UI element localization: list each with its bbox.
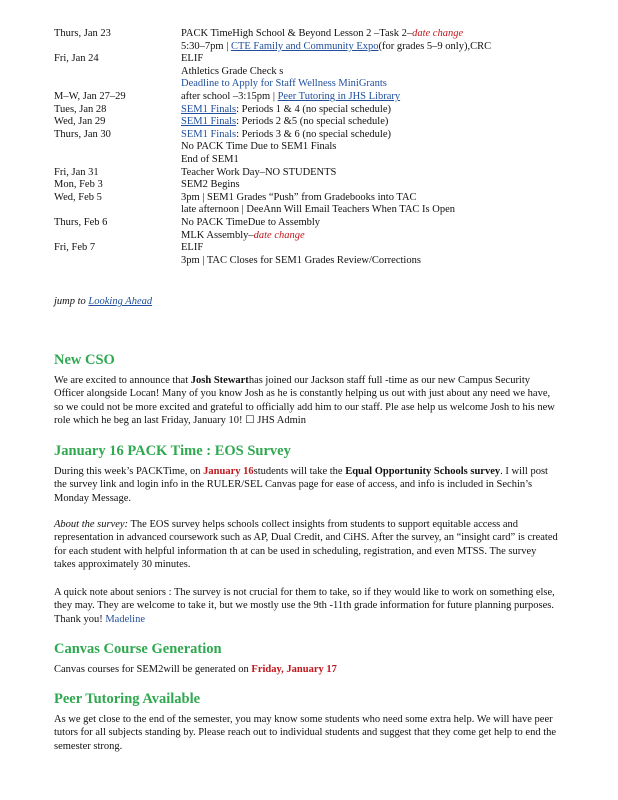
schedule-row bbox=[54, 230, 594, 243]
schedule-row bbox=[54, 78, 594, 91]
schedule-date: Wed, Jan 29 bbox=[54, 116, 106, 128]
schedule-event bbox=[181, 28, 594, 41]
schedule-event bbox=[181, 204, 594, 217]
new-cso-paragraph: We are excited to announce that Josh Stewarthas joined our Jackson staff full -time as our new Campus Security Officer alongside Locan! Many of you know Josh as he is constantly helping us out with just about any need we have, so we could not be more excited and grateful to officially add him to our staff. Ple ase help us welcome Josh to his new role which he beg an last Friday, January 10! ☐ JHS Admin bbox=[54, 375, 555, 427]
schedule-row bbox=[54, 129, 594, 142]
schedule-date bbox=[54, 230, 181, 243]
schedule-date bbox=[54, 141, 181, 154]
schedule-row bbox=[54, 154, 594, 167]
event-text: 5:30–7pm | bbox=[181, 40, 231, 52]
schedule-event bbox=[181, 104, 594, 117]
eos-date: January 16 bbox=[203, 466, 254, 477]
schedule-event bbox=[181, 242, 594, 255]
madeline-signature: Madeline bbox=[105, 613, 145, 625]
schedule-event bbox=[181, 116, 594, 129]
schedule-row bbox=[54, 91, 594, 104]
schedule-date: Wed, Feb 5 bbox=[54, 191, 102, 203]
event-link[interactable]: Peer Tutoring in JHS Library bbox=[277, 90, 401, 102]
eos-paragraph-2: About the survey: The EOS survey helps schools collect insights from students to support equitable access and representation in advanced coursework such as AP, Dual Credit, and CiHS. After the survey, an “insight card” is created for each student with helpful information th at can be used in scheduling, registration, and even MTSS. The survey takes approximately 30 minutes. bbox=[54, 519, 558, 571]
event-text: ELIF bbox=[181, 242, 204, 254]
event-text: (for grades 5–9 only),CRC bbox=[378, 40, 492, 52]
event-link[interactable]: CTE Family and Community Expo bbox=[230, 40, 379, 52]
schedule-event bbox=[181, 53, 594, 66]
schedule-event bbox=[181, 167, 594, 180]
schedule-event bbox=[181, 78, 594, 91]
schedule-date bbox=[54, 66, 181, 79]
event-text: date change bbox=[412, 28, 464, 39]
schedule-date: M–W, Jan 27–29 bbox=[54, 90, 126, 102]
event-text: : Periods 1 & 4 (no special schedule) bbox=[236, 103, 391, 115]
schedule-row bbox=[54, 116, 594, 129]
schedule-date: Thurs, Jan 23 bbox=[54, 28, 111, 39]
schedule-row bbox=[54, 28, 594, 41]
canvas-paragraph: Canvas courses for SEM2will be generated on Friday, January 17 bbox=[54, 664, 337, 675]
josh-stewart-name: Josh Stewart bbox=[190, 375, 249, 386]
jump-line bbox=[54, 296, 152, 307]
schedule-event bbox=[181, 255, 594, 268]
schedule-date: Tues, Jan 28 bbox=[54, 103, 107, 115]
event-text: ELIF bbox=[181, 53, 204, 65]
eos-survey-heading: January 16 PACK Time : EOS Survey bbox=[54, 443, 291, 459]
schedule-event bbox=[181, 154, 594, 167]
schedule-event bbox=[181, 141, 594, 154]
schedule-row bbox=[54, 204, 594, 217]
new-cso-heading: New CSO bbox=[54, 352, 115, 368]
schedule-event bbox=[181, 41, 594, 54]
schedule-date: Fri, Jan 31 bbox=[54, 166, 99, 178]
schedule-row bbox=[54, 141, 594, 154]
event-text: MLK Assembly– bbox=[181, 229, 254, 241]
event-text: Deadline to Apply for Staff Wellness MiniGrants bbox=[181, 78, 387, 90]
event-text: 3pm | TAC Closes for SEM1 Grades Review/Corrections bbox=[181, 254, 421, 266]
event-link[interactable]: SEM1 Finals bbox=[181, 116, 237, 128]
event-text: after school –3:15pm | bbox=[181, 90, 278, 102]
schedule-row bbox=[54, 242, 594, 255]
event-text: End of SEM1 bbox=[181, 153, 239, 165]
schedule-row bbox=[54, 192, 594, 205]
checkbox-icon: ☐ bbox=[245, 415, 255, 427]
event-text: No PACK Time Due to SEM1 Finals bbox=[181, 141, 337, 153]
peer-tutoring-heading: Peer Tutoring Available bbox=[54, 691, 201, 707]
schedule-date: Fri, Feb 7 bbox=[54, 242, 96, 254]
schedule-row bbox=[54, 53, 594, 66]
schedule-row bbox=[54, 41, 594, 54]
schedule-event bbox=[181, 129, 594, 142]
event-text: No PACK TimeDue to Assembly bbox=[181, 216, 321, 228]
schedule-event bbox=[181, 217, 594, 230]
schedule-row bbox=[54, 104, 594, 117]
event-text: : Periods 3 & 6 (no special schedule) bbox=[236, 128, 391, 140]
eos-paragraph-3: A quick note about seniors : The survey is not crucial for them to take, so if they would like to work on something else, they may. They are welcome to take it, but we mostly use the 9th -11th grade information for future planning purposes. Thank you! Madeline bbox=[54, 587, 555, 625]
schedule-date bbox=[54, 204, 181, 217]
schedule-date: Mon, Feb 3 bbox=[54, 179, 103, 191]
event-text: SEM2 Begins bbox=[181, 179, 240, 191]
canvas-heading: Canvas Course Generation bbox=[54, 641, 222, 657]
schedule-event bbox=[181, 192, 594, 205]
event-link[interactable]: SEM1 Finals bbox=[181, 103, 237, 115]
schedule-row bbox=[54, 255, 594, 268]
peer-tutoring-paragraph: As we get close to the end of the semester, you may know some students who need some extra help. We will have peer tutors for all subjects standing by. Please reach out to individual students and suggest that they come get help to end the semester strong. bbox=[54, 714, 557, 752]
schedule-list bbox=[54, 28, 594, 267]
event-text: late afternoon | DeeAnn Will Email Teachers When TAC Is Open bbox=[181, 204, 455, 216]
jump-prefix: jump to bbox=[54, 296, 89, 307]
event-text: Athletics Grade Check s bbox=[181, 65, 284, 77]
schedule-event bbox=[181, 179, 594, 192]
about-survey-label: About the survey: bbox=[54, 519, 129, 530]
event-text: SEM1 Finals bbox=[181, 128, 237, 140]
schedule-event bbox=[181, 66, 594, 79]
schedule-event bbox=[181, 230, 594, 243]
schedule-date bbox=[54, 154, 181, 167]
schedule-row bbox=[54, 217, 594, 230]
event-text: Teacher Work Day–NO STUDENTS bbox=[181, 166, 337, 178]
schedule-date bbox=[54, 78, 181, 91]
schedule-date: Thurs, Jan 30 bbox=[54, 128, 111, 140]
event-text: 3pm | SEM1 Grades “Push” from Gradebooks into TAC bbox=[181, 191, 417, 203]
schedule-row bbox=[54, 66, 594, 79]
schedule-date bbox=[54, 255, 181, 268]
eos-survey-name: Equal Opportunity Schools survey bbox=[345, 466, 501, 477]
event-text: PACK TimeHigh School & Beyond Lesson 2 –Task 2– bbox=[181, 28, 413, 39]
canvas-date: Friday, January 17 bbox=[251, 664, 337, 675]
schedule-row bbox=[54, 179, 594, 192]
looking-ahead-link[interactable]: Looking Ahead bbox=[88, 296, 153, 307]
eos-paragraph-1: During this week’s PACKTime, on January 16students will take the Equal Opportunity Schools survey. I will post the survey link and login info in the RULER/SEL Canvas page for ease of access, and info is included in Sechin’s Monday Message. bbox=[54, 466, 548, 504]
event-text: date change bbox=[253, 229, 305, 241]
schedule-date bbox=[54, 41, 181, 54]
schedule-date: Fri, Jan 24 bbox=[54, 53, 99, 65]
event-text: : Periods 2 &5 (no special schedule) bbox=[236, 116, 389, 128]
schedule-event bbox=[181, 91, 594, 104]
schedule-row bbox=[54, 167, 594, 180]
schedule-date: Thurs, Feb 6 bbox=[54, 216, 108, 228]
